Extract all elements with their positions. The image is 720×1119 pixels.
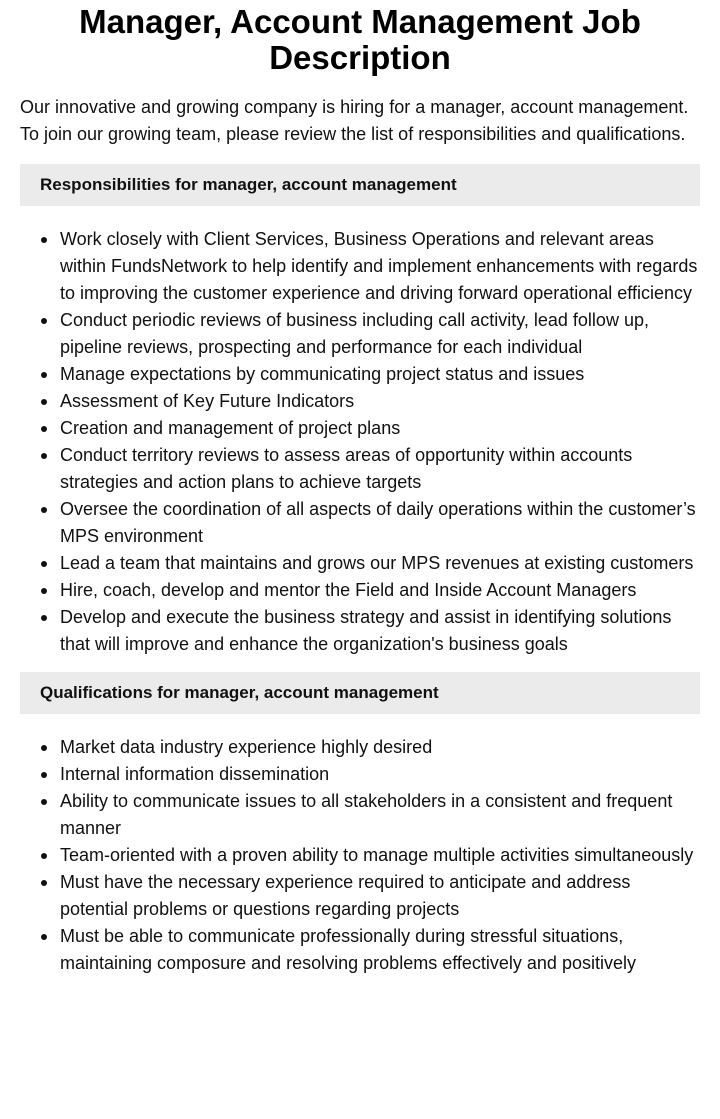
bullet-icon	[41, 453, 47, 459]
list-item: Market data industry experience highly desired	[60, 734, 700, 761]
list-item: Creation and management of project plans	[60, 415, 700, 442]
list-item: Lead a team that maintains and grows our MPS revenues at existing customers	[60, 550, 700, 577]
list-item: Ability to communicate issues to all stakeholders in a consistent and frequent manner	[60, 788, 700, 842]
list-item: Manage expectations by communicating project status and issues	[60, 361, 700, 388]
intro-paragraph: Our innovative and growing company is hiring for a manager, account management. To join our growing team, please review the list of responsibilities and qualifications.	[20, 97, 689, 144]
list-item: Assessment of Key Future Indicators	[60, 388, 700, 415]
list-item: Work closely with Client Services, Business Operations and relevant areas within FundsNetwork to help identify and implement enhancements with regards to improving the customer experience and driving forward operational efficiency	[60, 226, 700, 307]
bullet-icon	[41, 853, 47, 859]
list-item: Conduct territory reviews to assess areas of opportunity within accounts strategies and action plans to achieve targets	[60, 442, 700, 496]
qualifications-heading	[20, 672, 700, 714]
responsibilities-list	[20, 226, 700, 658]
list-item: Must be able to communicate professionally during stressful situations, maintaining composure and resolving problems effectively and positively	[60, 923, 700, 977]
bullet-icon	[41, 799, 47, 805]
bullet-icon	[41, 399, 47, 405]
bullet-icon	[41, 507, 47, 513]
bullet-icon	[41, 772, 47, 778]
bullet-icon	[41, 880, 47, 886]
bullet-icon	[41, 237, 47, 243]
bullet-icon	[41, 934, 47, 940]
list-item: Hire, coach, develop and mentor the Field and Inside Account Managers	[60, 577, 700, 604]
bullet-icon	[41, 745, 47, 751]
list-item: Develop and execute the business strategy and assist in identifying solutions that will improve and enhance the organization's business goals	[60, 604, 700, 658]
qualifications-list	[20, 734, 700, 977]
list-item: Team-oriented with a proven ability to manage multiple activities simultaneously	[60, 842, 700, 869]
list-item: Conduct periodic reviews of business including call activity, lead follow up, pipeline reviews, prospecting and performance for each individual	[60, 307, 700, 361]
bullet-icon	[41, 426, 47, 432]
responsibilities-heading	[20, 164, 700, 206]
bullet-icon	[41, 588, 47, 594]
bullet-icon	[41, 615, 47, 621]
qualifications-heading-text: Qualifications for manager, account management	[40, 683, 439, 702]
list-item: Internal information dissemination	[60, 761, 700, 788]
page-title: Manager, Account Management Job Description	[79, 3, 641, 76]
bullet-icon	[41, 318, 47, 324]
responsibilities-heading-text: Responsibilities for manager, account management	[40, 175, 457, 194]
bullet-icon	[41, 561, 47, 567]
list-item: Oversee the coordination of all aspects of daily operations within the customer’s MPS environment	[60, 496, 700, 550]
bullet-icon	[41, 372, 47, 378]
list-item: Must have the necessary experience required to anticipate and address potential problems or questions regarding projects	[60, 869, 700, 923]
